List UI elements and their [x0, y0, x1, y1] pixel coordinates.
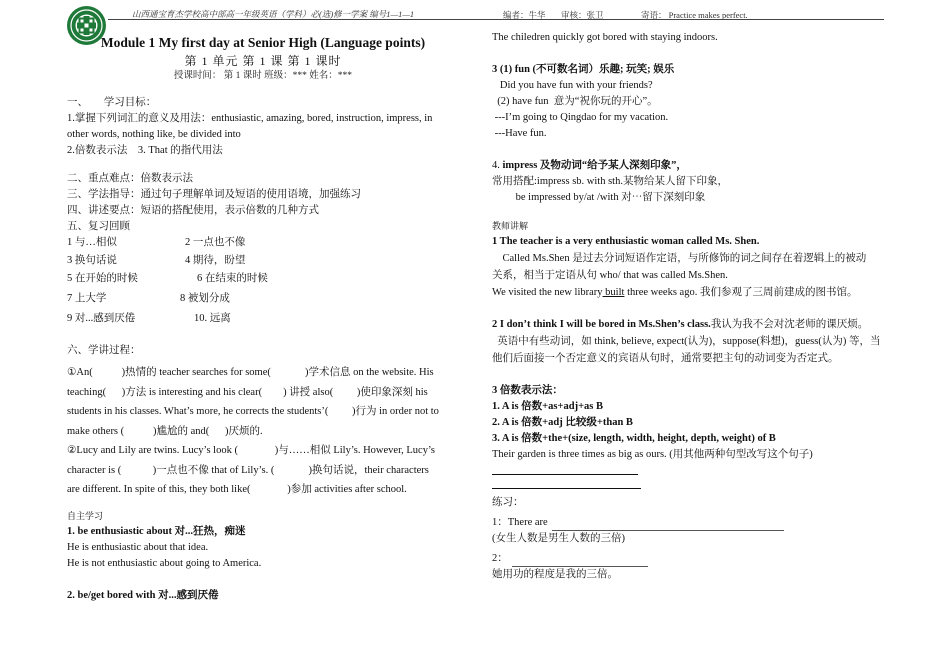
- practice-1: [492, 515, 892, 531]
- point-4-line-2: be impressed by/at /with 对⋯留下深刻印象: [492, 192, 706, 203]
- teach-1-line-2: 关系，相当于定语从句 who/ that was called Ms.Shen.: [492, 270, 728, 281]
- review-item: 8 被划分成: [180, 293, 230, 304]
- point-4-number: 4.: [492, 160, 503, 171]
- section-method: 三、学法指导：通过句子理解单词及短语的使用语境，加强练习: [67, 189, 361, 200]
- passage-line: ②Lucy and Lily are twins. Lucy’s look ( )与……相似 Lily’s. However, Lucy’s: [67, 445, 435, 456]
- review-item: 3 换句话说: [67, 255, 117, 266]
- section-objectives-heading: 一、 学习目标：: [67, 97, 157, 108]
- left-column: [67, 34, 459, 604]
- teach-1-heading: 1 The teacher is a very enthusiastic woman called Ms. Shen.: [492, 236, 760, 247]
- header-rule: [108, 19, 884, 20]
- section-lecture-points: 四、讲述要点：短语的搭配使用，表示倍数的几种方式: [67, 205, 319, 216]
- practice-2-prompt: 2：: [492, 553, 508, 564]
- review-item: 7 上大学: [67, 293, 107, 304]
- formula-3: 3. A is 倍数+the+(size, length, width, height, depth, weight) of B: [492, 433, 776, 444]
- header-reviewer: 审核：张卫: [561, 10, 604, 20]
- passage-line: character is ( )一点也不像 that of Lily’s. ( )换句话说，their characters: [67, 464, 429, 476]
- review-row: [67, 311, 459, 331]
- review-row: [67, 235, 459, 253]
- teach-1-ex-end: three weeks ago. 我们参观了三周前建成的图书馆。: [624, 287, 858, 298]
- teach-2-line-1: 英语中有些动词，如 think, believe, expect(认为)，suppose(料想)，guess(认为) 等，当: [492, 336, 881, 347]
- point-4-line-1: 常用搭配:impress sb. with sth.某物给某人留下印象，: [492, 176, 728, 187]
- passage-line: ①An( )热情的 teacher searches for some( )学术信息 on the website. His: [67, 367, 434, 378]
- teacher-explanation-heading: 教师讲解: [492, 221, 529, 231]
- practice-2-hint: 她用功的程度是我的三倍。: [492, 569, 618, 580]
- passage-line: students in his classes. What’s more, he corrects the students’( )行为 in order not to: [67, 406, 439, 417]
- practice-1-prompt: 1：There are: [492, 517, 548, 528]
- teach-3-heading: 3 倍数表示法：: [492, 385, 563, 396]
- practice-2: [492, 551, 892, 567]
- practice-heading: 练习：: [492, 497, 524, 508]
- teach-1-ex-underlined: built: [602, 287, 625, 298]
- section-key-points: 二、重点难点：倍数表示法: [67, 173, 193, 184]
- right-column: [492, 30, 892, 583]
- self-study-heading: 自主学习: [67, 510, 104, 521]
- teach-1-line-1: Called Ms.Shen 是过去分词短语作定语，与所修饰的词之间存在着逻辑上的被动: [492, 253, 867, 264]
- teach-2-translation: 我认为我不会对沈老师的课厌烦。: [710, 319, 869, 330]
- point-3-heading: 3 (1) fun (不可数名词）乐趣; 玩笑; 娱乐: [492, 64, 675, 75]
- point-1-example-1: He is enthusiastic about that idea.: [67, 541, 209, 553]
- answer-blank-1[interactable]: [492, 463, 892, 477]
- review-item: 5 在开始的时候: [67, 273, 138, 284]
- objective-line-2: other words, nothing like, be divided into: [67, 129, 241, 140]
- review-row: [67, 271, 459, 291]
- objective-line-1: 1.掌握下列词汇的意义及用法：enthusiastic, amazing, bored, instruction, impress, in: [67, 113, 433, 124]
- section-review: 五、复习回顾: [67, 221, 130, 232]
- teach-2-heading: [492, 317, 892, 333]
- header-title: 山西通宝育杰学校高中部高一年级英语（学科）必(选)修一学案 编号1—1—1: [132, 9, 415, 19]
- practice-1-blank[interactable]: [552, 518, 784, 531]
- lesson-subtitle: 第 1 单元 第 1 课 第 1 课时: [184, 54, 342, 68]
- review-item: 9 对...感到厌倦: [67, 313, 136, 324]
- practice-2-blank[interactable]: [512, 554, 648, 567]
- passage-line: are different. In spite of this, they both like( )参加 activities after school.: [67, 484, 407, 495]
- lesson-meta: 授课时间： 第 1 课时 班级：*** 姓名：***: [173, 71, 353, 81]
- module-title: Module 1 My first day at Senior High (Language points): [100, 35, 426, 50]
- point-4-heading: [492, 158, 892, 174]
- review-item: 2 一点也不像: [185, 237, 246, 248]
- teach-1-line-3: [492, 284, 892, 301]
- review-list: [67, 235, 459, 331]
- teach-1-ex-start: We visited the new library: [492, 287, 603, 298]
- answer-blank-2[interactable]: [492, 477, 892, 491]
- fill-in-passage: [67, 363, 459, 500]
- objective-line-3: 2.倍数表示法 3. That 的指代用法: [67, 145, 223, 156]
- teach-2-line-2: 他们后面接一个否定意义的宾语从句时，通常要把主句的动词变为否定式。: [492, 353, 839, 364]
- page-header: [132, 6, 884, 20]
- review-row: [67, 253, 459, 271]
- header-editor: 编者：牛华: [503, 10, 546, 20]
- review-row: [67, 291, 459, 311]
- answer-line: [492, 488, 641, 489]
- review-item: 1 与…相似: [67, 237, 117, 248]
- answer-line: [492, 474, 638, 475]
- point-4-title: impress 及物动词“给予某人深刻印象”，: [502, 160, 687, 171]
- point-2-heading: 2. be/get bored with 对...感到厌倦: [67, 589, 219, 601]
- practice-1-hint: (女生人数是男生人数的三倍): [492, 533, 625, 544]
- review-item: 4 期待，盼望: [185, 255, 246, 266]
- passage-line: teaching( )方法 is interesting and his clear( ) 讲授 also( )使印象深刻 his: [67, 386, 428, 398]
- point-3-line-4: ---Have fun.: [492, 128, 547, 139]
- passage-line: make others ( )尴尬的 and( )厌烦的.: [67, 425, 263, 437]
- point-1-heading: 1. be enthusiastic about 对...狂热，痴迷: [67, 525, 246, 537]
- rewrite-example: Their garden is three times as big as ours. (用其他两种句型改写这个句子): [492, 449, 813, 460]
- point-1-example-2: He is not enthusiastic about going to America.: [67, 557, 262, 569]
- header-motto: 寄语： Practice makes perfect.: [641, 10, 748, 20]
- teach-2-sentence: 2 I don’t think I will be bored in Ms.Shen’s class.: [492, 319, 711, 330]
- point-3-line-2: (2) have fun 意为“祝你玩的开心”。: [492, 96, 658, 107]
- section-process: 六、学讲过程：: [67, 345, 141, 356]
- point-2-example: The chiledren quickly got bored with staying indoors.: [492, 32, 718, 43]
- review-item: 10. 远离: [194, 313, 231, 324]
- formula-1: 1. A is 倍数+as+adj+as B: [492, 401, 604, 412]
- point-3-line-1: Did you have fun with your friends?: [492, 80, 653, 91]
- point-3-line-3: ---I’m going to Qingdao for my vacation.: [492, 112, 669, 123]
- review-item: 6 在结束的时候: [197, 273, 268, 284]
- formula-2: 2. A is 倍数+adj 比较级+than B: [492, 417, 633, 428]
